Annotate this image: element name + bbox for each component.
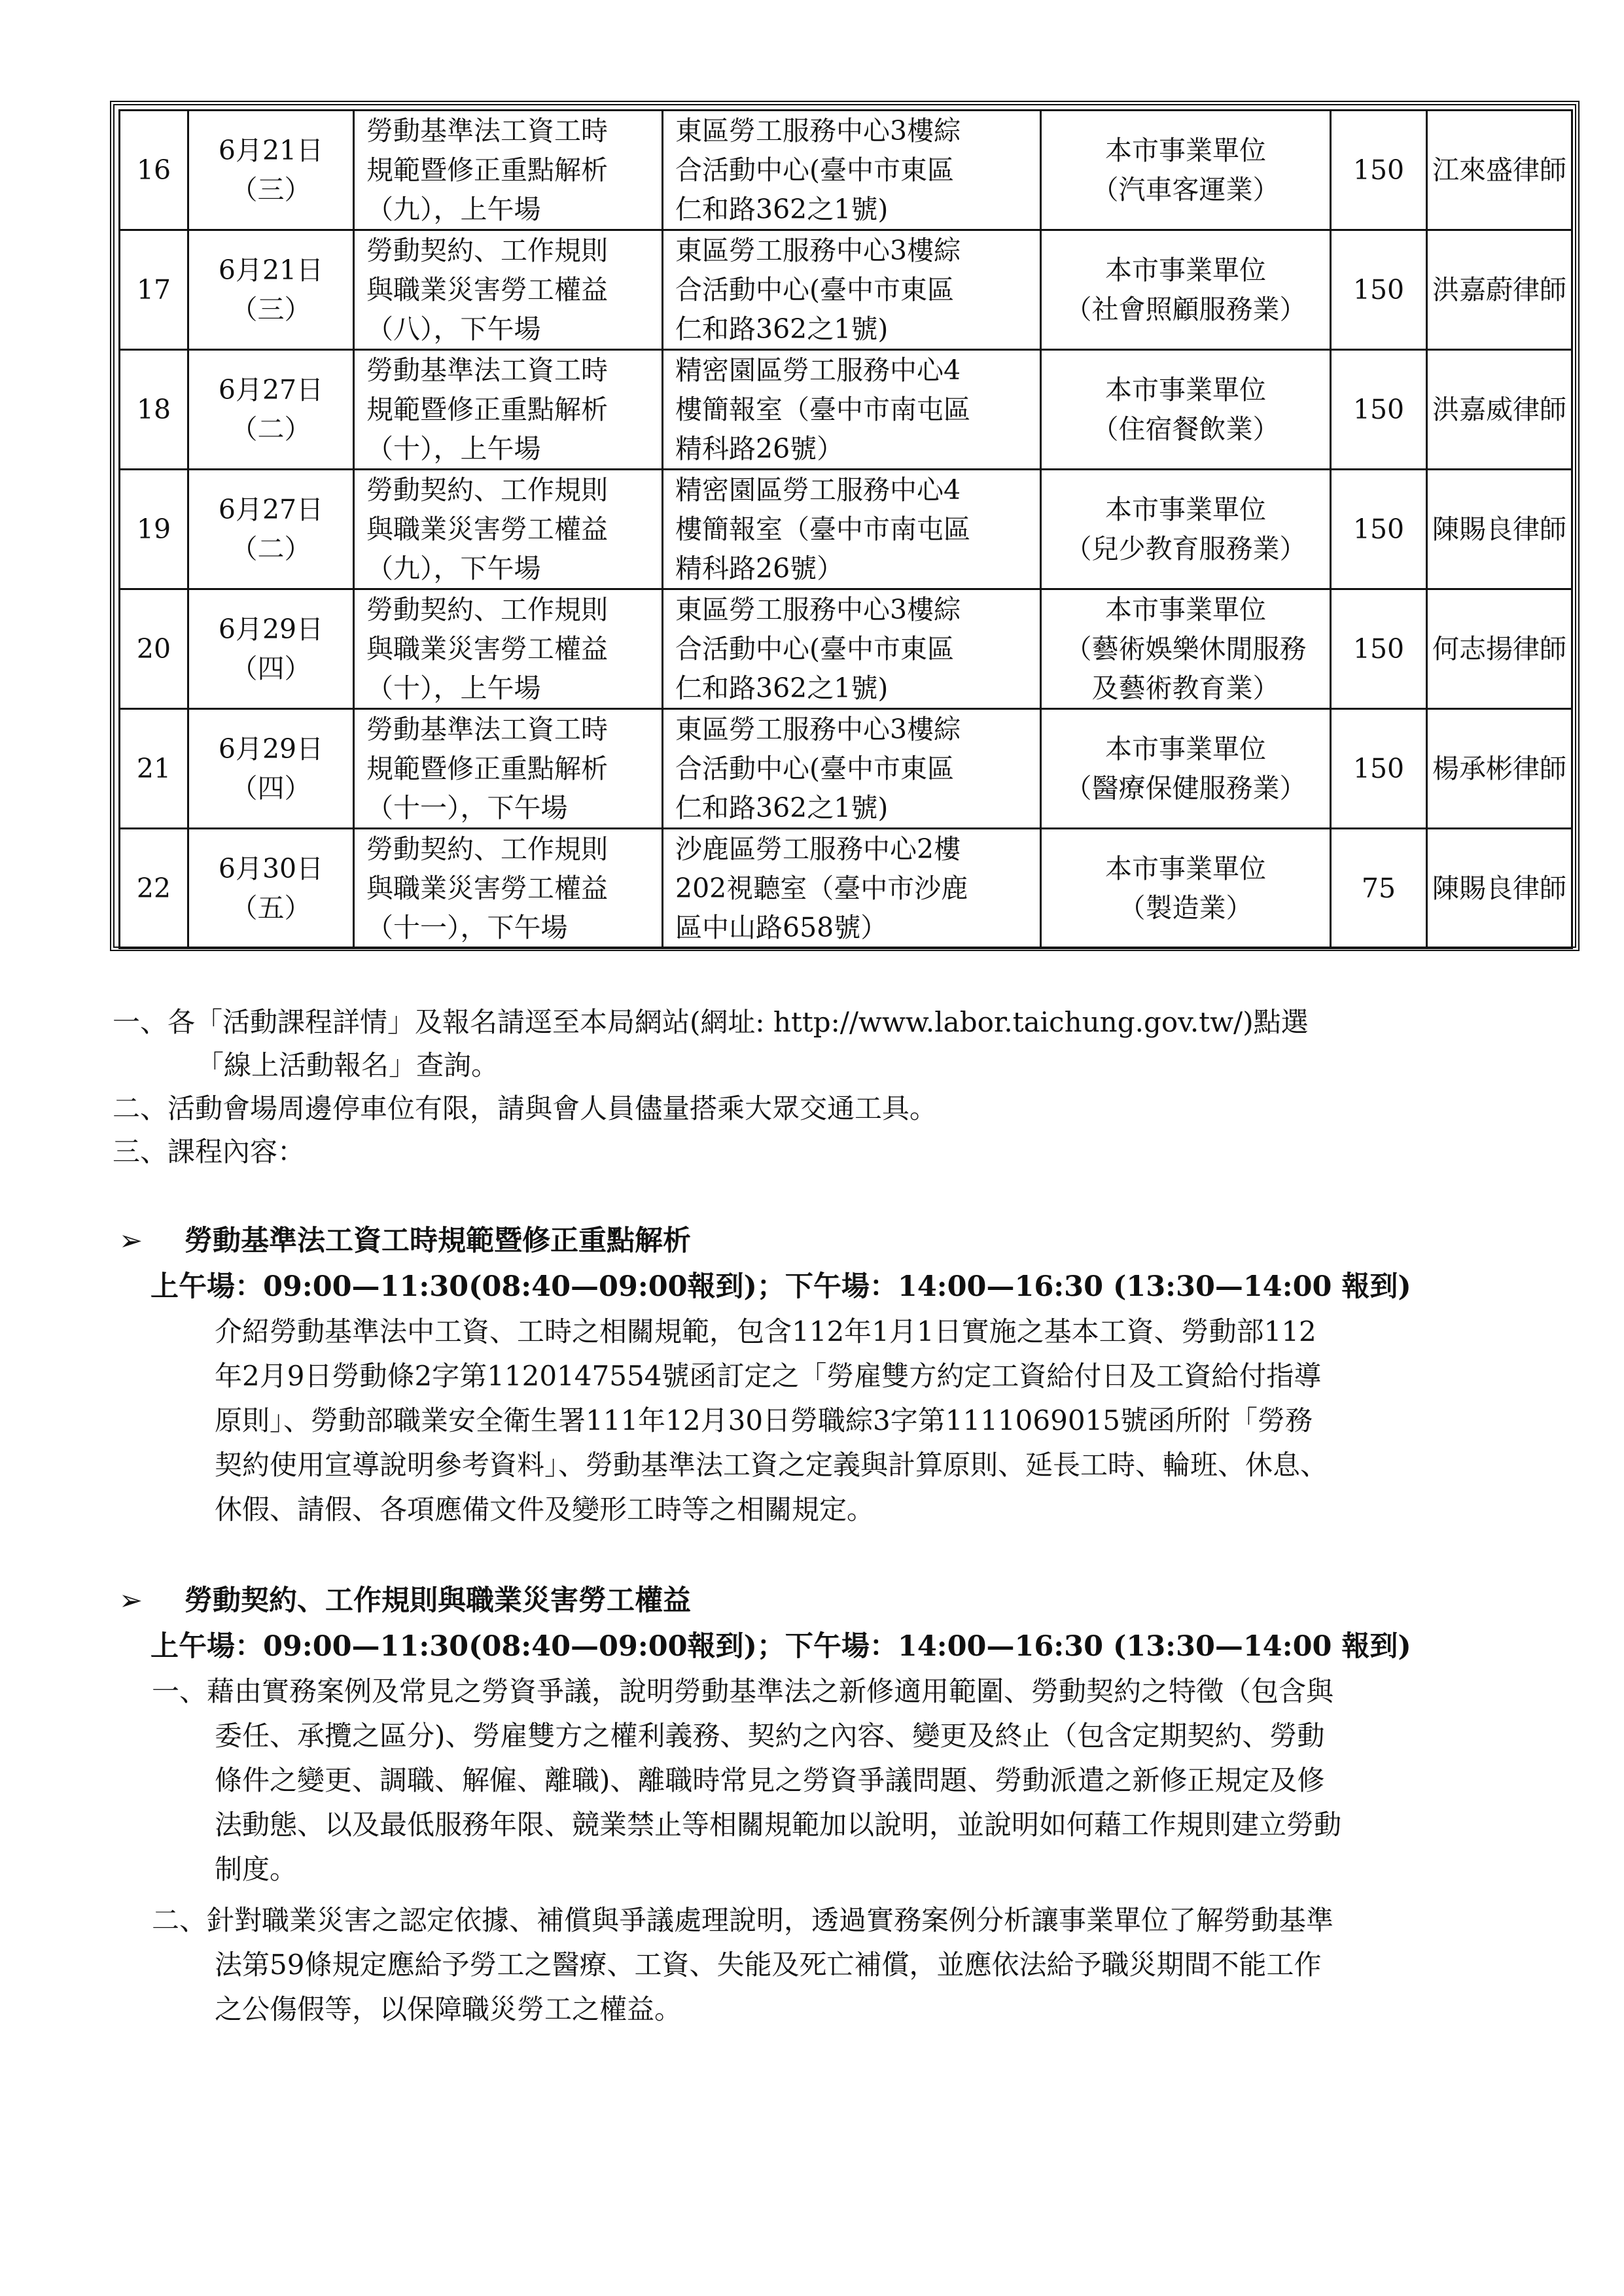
session-number: 16 [120,111,188,230]
session-topic-line: 規範暨修正重點解析 [366,154,608,186]
session-date [188,350,354,470]
session-topic-line: 勞動基準法工資工時 [366,115,608,147]
session-venue-line: 精科路26號） [675,553,844,584]
target-audience-line: （製造業） [1118,892,1253,924]
session-topic-line: （九），下午場 [366,553,541,584]
session-venue-line: 精科路26號） [675,433,844,464]
target-audience-line: 本市事業單位 [1105,374,1266,406]
table-row [120,470,1572,589]
session-topic-line: （十），上午場 [366,672,541,704]
target-audience-line: （汽車客運業） [1091,174,1280,205]
capacity: 150 [1331,111,1427,230]
session-times: 上午場：09:00—11:30(08:40—09:00報到)；下午場：14:00—16:30 (13:30—14:00 報到) [150,1270,1411,1303]
capacity: 75 [1331,829,1427,948]
item-line: 法第59條規定應給予勞工之醫療、工資、失能及死亡補償，並應依法給予職災期間不能工作 [215,1949,1322,1981]
target-audience [1041,111,1331,230]
speaker: 洪嘉威律師 [1427,350,1572,470]
arrow-bullet-icon: ➢ [119,1584,143,1617]
section-heading [113,1578,1559,1624]
session-date [188,230,354,350]
target-audience-line: 及藝術教育業） [1091,672,1280,704]
capacity: 150 [1331,589,1427,709]
session-topic-line: （十一），下午場 [366,792,568,824]
table-row [120,589,1572,709]
item-line: 條件之變更、調職、解僱、離職)、離職時常見之勞資爭議問題、勞動派遣之新修正規定及修 [215,1764,1325,1796]
target-audience-line: （醫療保健服務業） [1065,773,1307,804]
session-venue [663,829,1041,948]
session-topic [354,350,663,470]
content-item-1 [113,1669,1559,1892]
session-date [188,829,354,948]
arrow-bullet-icon: ➢ [119,1225,143,1257]
target-audience-line: （兒少教育服務業） [1065,533,1307,565]
session-date [188,470,354,589]
course-section-wage-hours [113,1218,1559,1532]
session-topic [354,589,663,709]
target-audience [1041,709,1331,829]
session-date-line: （五） [230,892,311,924]
session-date-line: 6月21日 [218,135,324,166]
note-3: 三、課程內容： [113,1136,306,1168]
session-venue-line: 東區勞工服務中心3樓綜 [675,714,961,745]
session-topic [354,709,663,829]
notes [113,1001,1552,1174]
target-audience [1041,829,1331,948]
session-venue-line: 202視聽室（臺中市沙鹿 [675,873,968,904]
description-line: 介紹勞動基準法中工資、工時之相關規範，包含112年1月1日實施之基本工資、勞動部112 [215,1315,1316,1348]
session-number: 22 [120,829,188,948]
session-topic-line: 勞動基準法工資工時 [366,355,608,386]
session-date-line: 6月27日 [218,494,324,525]
target-audience [1041,350,1331,470]
schedule-table [118,109,1573,949]
speaker: 陳賜良律師 [1427,829,1572,948]
item-line: 法動態、以及最低服務年限、競業禁止等相關規範加以說明，並說明如何藉工作規則建立勞動 [215,1809,1342,1841]
session-topic-line: 規範暨修正重點解析 [366,394,608,425]
target-audience-line: （住宿餐飲業） [1091,413,1280,445]
speaker: 江來盛律師 [1427,111,1572,230]
item-line: 制度。 [215,1853,298,1885]
session-venue-line: 精密園區勞工服務中心4 [675,355,961,386]
table-row [120,829,1572,948]
session-date-line: （二） [230,533,311,565]
session-date-line: （二） [230,413,311,445]
description-line: 年2月9日勞動條2字第1120147554號函訂定之「勞雇雙方約定工資給付日及工資給付指導 [215,1360,1322,1392]
session-date-line: （四） [230,773,311,804]
content-item-2 [113,1898,1559,2032]
session-topic-line: 與職業災害勞工權益 [366,633,608,665]
session-venue-line: 東區勞工服務中心3樓綜 [675,594,961,625]
target-audience-line: 本市事業單位 [1105,254,1266,286]
session-venue-line: 仁和路362之1號) [675,313,889,345]
session-venue [663,230,1041,350]
capacity: 150 [1331,470,1427,589]
session-venue-line: 合活動中心(臺中市東區 [675,154,954,186]
session-venue-line: 沙鹿區勞工服務中心2樓 [675,833,961,865]
session-topic [354,230,663,350]
description-line: 原則」、勞動部職業安全衛生署111年12月30日勞職綜3字第1111069015號函所附「勞務 [215,1404,1313,1436]
target-audience-line: 本市事業單位 [1105,135,1266,166]
session-date-line: 6月27日 [218,374,324,406]
item-line: 一、藉由實務案例及常見之勞資爭議，說明勞動基準法之新修適用範圍、勞動契約之特徵（包含與 [152,1675,1334,1707]
session-date [188,111,354,230]
table-row [120,111,1572,230]
description-line: 契約使用宣導說明參考資料」、勞動基準法工資之定義與計算原則、延長工時、輪班、休息、 [215,1449,1328,1481]
session-venue [663,709,1041,829]
session-number: 21 [120,709,188,829]
session-topic [354,470,663,589]
session-venue-line: 合活動中心(臺中市東區 [675,274,954,305]
note-1-continued: 「線上活動報名」查詢。 [196,1049,499,1081]
session-venue-line: 合活動中心(臺中市東區 [675,753,954,784]
session-topic-line: 與職業災害勞工權益 [366,873,608,904]
speaker: 陳賜良律師 [1427,470,1572,589]
target-audience [1041,230,1331,350]
session-venue-line: 東區勞工服務中心3樓綜 [675,235,961,266]
speaker: 何志揚律師 [1427,589,1572,709]
session-topic-line: （十），上午場 [366,433,541,464]
item-line: 之公傷假等，以保障職災勞工之權益。 [215,1993,682,2025]
schedule-rows [120,111,1572,948]
session-topic-line: （十一），下午場 [366,912,568,943]
session-topic [354,111,663,230]
section-description [113,1310,1559,1532]
session-venue [663,350,1041,470]
section-title: 勞動契約、工作規則與職業災害勞工權益 [185,1584,691,1617]
session-number: 19 [120,470,188,589]
course-section-labor-contract [113,1578,1559,2032]
target-audience-line: 本市事業單位 [1105,594,1266,625]
session-date-line: （三） [230,174,311,205]
session-date [188,709,354,829]
session-venue-line: 仁和路362之1號) [675,194,889,225]
session-topic-line: 勞動契約、工作規則 [366,833,608,865]
session-venue [663,589,1041,709]
session-topic-line: 與職業災害勞工權益 [366,513,608,545]
session-date-line: 6月29日 [218,614,324,645]
session-venue-line: 樓簡報室（臺中市南屯區 [675,513,970,545]
session-date-line: 6月30日 [218,853,324,884]
target-audience [1041,470,1331,589]
capacity: 150 [1331,709,1427,829]
note-1: 一、各「活動課程詳情」及報名請逕至本局網站(網址: http://www.labor.taichung.gov.tw/)點選 [113,1006,1309,1038]
session-date-line: 6月29日 [218,733,324,765]
capacity: 150 [1331,350,1427,470]
session-number: 18 [120,350,188,470]
target-audience-line: （社會照顧服務業） [1065,294,1307,325]
session-topic-line: 勞動契約、工作規則 [366,474,608,506]
session-venue-line: 仁和路362之1號) [675,792,889,824]
table-row [120,709,1572,829]
session-venue-line: 東區勞工服務中心3樓綜 [675,115,961,147]
item-line: 委任、承攬之區分)、勞雇雙方之權利義務、契約之內容、變更及終止（包含定期契約、勞動 [215,1720,1325,1752]
session-venue [663,470,1041,589]
session-venue-line: 仁和路362之1號) [675,672,889,704]
table-row [120,350,1572,470]
section-title: 勞動基準法工資工時規範暨修正重點解析 [185,1225,691,1257]
target-audience-line: 本市事業單位 [1105,494,1266,525]
session-topic-line: （九），上午場 [366,194,541,225]
session-topic-line: （八），下午場 [366,313,541,345]
session-topic-line: 勞動契約、工作規則 [366,594,608,625]
target-audience-line: 本市事業單位 [1105,853,1266,884]
session-venue [663,111,1041,230]
session-times: 上午場：09:00—11:30(08:40—09:00報到)；下午場：14:00—16:30 (13:30—14:00 報到) [150,1630,1411,1663]
speaker: 洪嘉蔚律師 [1427,230,1572,350]
capacity: 150 [1331,230,1427,350]
description-line: 休假、請假、各項應備文件及變形工時等之相關規定。 [215,1493,875,1525]
session-date-line: （四） [230,653,311,684]
session-venue-line: 精密園區勞工服務中心4 [675,474,961,506]
session-topic-line: 與職業災害勞工權益 [366,274,608,305]
session-topic-line: 勞動契約、工作規則 [366,235,608,266]
table-row [120,230,1572,350]
session-number: 20 [120,589,188,709]
speaker: 楊承彬律師 [1427,709,1572,829]
session-topic [354,829,663,948]
target-audience-line: （藝術娛樂休閒服務 [1065,633,1307,665]
section-heading [113,1218,1559,1264]
session-topic-line: 規範暨修正重點解析 [366,753,608,784]
session-topic-line: 勞動基準法工資工時 [366,714,608,745]
session-date-line: （三） [230,294,311,325]
session-venue-line: 樓簡報室（臺中市南屯區 [675,394,970,425]
item-line: 二、針對職業災害之認定依據、補償與爭議處理說明，透過實務案例分析讓事業單位了解勞動基準 [152,1904,1334,1936]
session-venue-line: 區中山路658號） [675,912,888,943]
session-venue-line: 合活動中心(臺中市東區 [675,633,954,665]
target-audience [1041,589,1331,709]
schedule-table-frame [110,101,1580,951]
session-number: 17 [120,230,188,350]
session-date-line: 6月21日 [218,254,324,286]
session-date [188,589,354,709]
target-audience-line: 本市事業單位 [1105,733,1266,765]
note-2: 二、活動會場周邊停車位有限，請與會人員儘量搭乘大眾交通工具。 [113,1092,938,1124]
